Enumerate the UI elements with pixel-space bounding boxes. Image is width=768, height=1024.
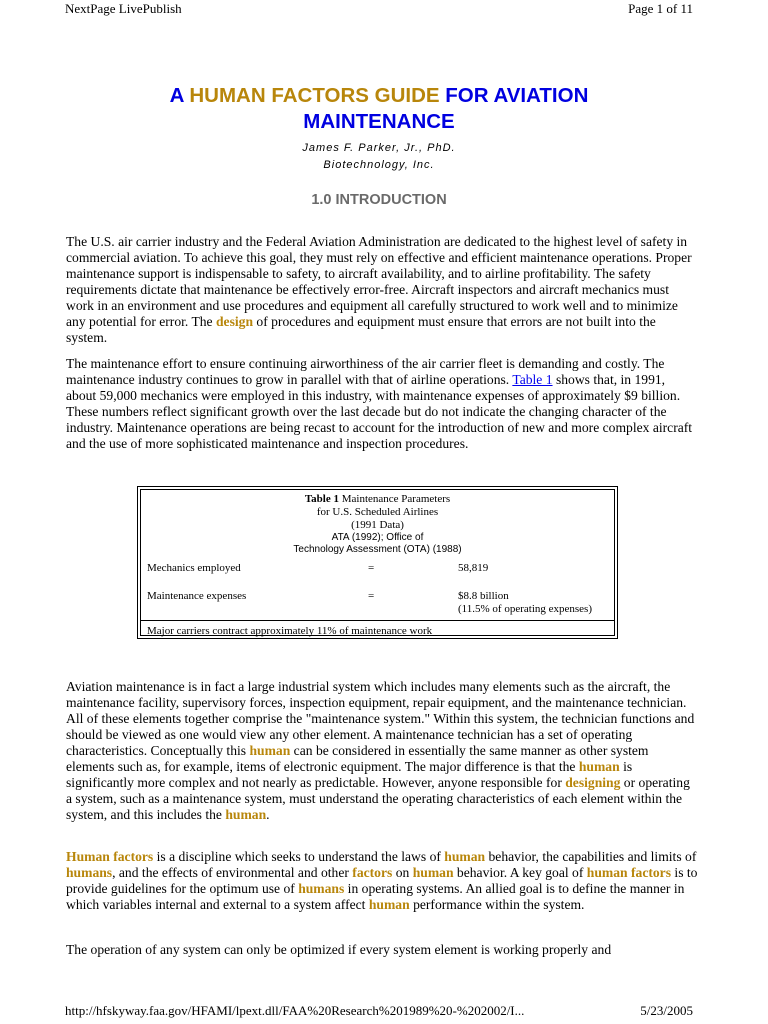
p4-highlight-human-factors-1: Human factors <box>66 849 154 864</box>
author-name: James F. Parker, Jr., PhD. <box>302 142 456 154</box>
p4-text-2: behavior, the capabilities and limits of <box>485 849 697 864</box>
table-1-frame <box>140 489 615 636</box>
table-1-row-1-equals: = <box>368 562 375 574</box>
p2-text-2: shows that, in 1991, about 59,000 mechanics were employed in this industry, with maintenance expenses of approximately $9 billion. These numbers reflect significant growth over the last decade but do not indicate the changing character of the industry. Maintenance operations are being recast to account for the introduction of new and more complex aircraft and the use of more sophisticated maintenance and inspection procedures. <box>66 372 693 451</box>
p4-text-8: performance within the system. <box>409 897 585 912</box>
p4-text-1: is a discipline which seeks to understand the laws of <box>153 849 445 864</box>
p3-highlight-human-3: human <box>225 807 267 822</box>
p3-highlight-human-1: human <box>249 743 291 758</box>
p1-text-1: The U.S. air carrier industry and the Federal Aviation Administration are dedicated to the highest level of safety in commercial aviation. To achieve this goal, they must rely on effective and efficient maintenance operations. Proper maintenance support is indispensable to safety, to aircraft availability, and to airline profitability. The safety requirements dictate that maintenance be effectively error-free. Aircraft inspectors and aircraft mechanics must work in an environment and use procedures and equipment all carefully structured to work well and to minimize any potential for error. The <box>66 234 692 329</box>
p3-text-1: Aviation maintenance is in fact a large industrial system which includes many elements such as the aircraft, the maintenance facility, supervisory forces, inspection equipment, repair equipment, and the maintenance technician. All of these elements together comprise the "maintenance system." Within this system, the technician functions and should be viewed as one would view any other element. A maintenance technician has a set of operating characteristics. Conceptually this <box>66 679 695 758</box>
table-1-link[interactable]: Table 1 <box>512 372 553 387</box>
table-1-title-1: Maintenance Parameters <box>338 493 451 505</box>
footer-url: http://hfskyway.faa.gov/HFAMI/lpext.dll/FAA%20Research%201989%20-%202002/I... <box>65 1003 525 1018</box>
table-1-row-1-label: Mechanics employed <box>147 562 241 574</box>
title-maintenance: MAINTENANCE <box>303 110 455 133</box>
table-1-source-line-1: ATA (1992); Office of <box>331 532 424 543</box>
p4-text-5: behavior. A key goal of <box>453 865 587 880</box>
p4-highlight-human-3: human <box>368 897 410 912</box>
header-page-number: Page 1 of 11 <box>628 1 693 16</box>
p1-text-2: of procedures and equipment must ensure that errors are not built into the system. <box>66 314 656 345</box>
p3-text-3: is significantly more complex and not nearly as predictable. However, anyone responsible for <box>66 759 633 790</box>
table-1-image <box>137 486 618 639</box>
document-title <box>65 83 693 135</box>
p4-highlight-human-1: human <box>444 849 486 864</box>
table-1-source-line-2: Technology Assessment (OTA) (1988) <box>293 544 462 555</box>
paragraph-5: The operation of any system can only be optimized if every system element is working properly and <box>66 942 612 957</box>
table-1-row-2-value: $8.8 billion <box>458 590 509 602</box>
table-1-row-2-label: Maintenance expenses <box>147 590 247 602</box>
author-organization: Biotechnology, Inc. <box>323 159 435 171</box>
p4-text-7: in operating systems. An allied goal is to define the manner in which variables internal and external to a system affect <box>66 881 685 912</box>
p2-text-1: The maintenance effort to ensure continuing airworthiness of the air carrier fleet is demanding and costly. The maintenance industry continues to grow in parallel with that of airline operations. <box>66 356 665 387</box>
table-1-caption-line-1 <box>141 493 614 506</box>
table-1-row-2-equals: = <box>368 590 375 602</box>
p4-highlight-humans-1: humans <box>66 865 113 880</box>
title-word-a: A <box>169 84 190 107</box>
p4-highlight-factors: factors <box>352 865 393 880</box>
table-1-row-2-note: (11.5% of operating expenses) <box>458 603 592 615</box>
table-1-label: Table 1 <box>304 493 339 505</box>
footer-date: 5/23/2005 <box>640 1003 693 1018</box>
table-1-row-1-value: 58,819 <box>458 562 489 574</box>
table-1-caption-line-2: for U.S. Scheduled Airlines <box>316 506 439 518</box>
title-highlight: HUMAN FACTORS GUIDE <box>189 84 440 107</box>
p3-text-4: or operating a system, such as a maintenance system, must understand the operating characteristics of each element within the system, and this includes the <box>66 775 690 822</box>
title-for-aviation: FOR AVIATION <box>439 84 589 107</box>
section-heading: 1.0 INTRODUCTION <box>311 192 447 208</box>
paragraph-2 <box>66 356 698 452</box>
p4-highlight-human-2: human <box>412 865 454 880</box>
author-block <box>65 140 693 174</box>
p4-text-4: on <box>392 865 413 880</box>
table-1-footnote: Major carriers contract approximately 11% of maintenance work <box>147 625 433 637</box>
paragraph-1 <box>66 234 698 346</box>
paragraph-3 <box>66 679 698 823</box>
p4-text-3: , and the effects of environmental and other <box>112 865 353 880</box>
p3-highlight-designing: designing <box>565 775 621 790</box>
paragraph-4 <box>66 849 698 913</box>
p4-text-6: is to provide guidelines for the optimum use of <box>66 865 698 896</box>
p1-highlight-design: design <box>215 314 254 329</box>
p4-highlight-humans-2: humans <box>298 881 345 896</box>
table-1-caption-line-3: (1991 Data) <box>351 519 404 531</box>
table-1-divider <box>141 620 614 621</box>
p3-text-5: . <box>266 807 270 822</box>
header-app-name: NextPage LivePublish <box>65 1 182 16</box>
p3-highlight-human-2: human <box>578 759 620 774</box>
p3-text-2: can be considered in essentially the same manner as other system elements such as, for example, items of electronic equipment. The major difference is that the <box>66 743 649 774</box>
p4-highlight-human-factors-2: human factors <box>586 865 672 880</box>
